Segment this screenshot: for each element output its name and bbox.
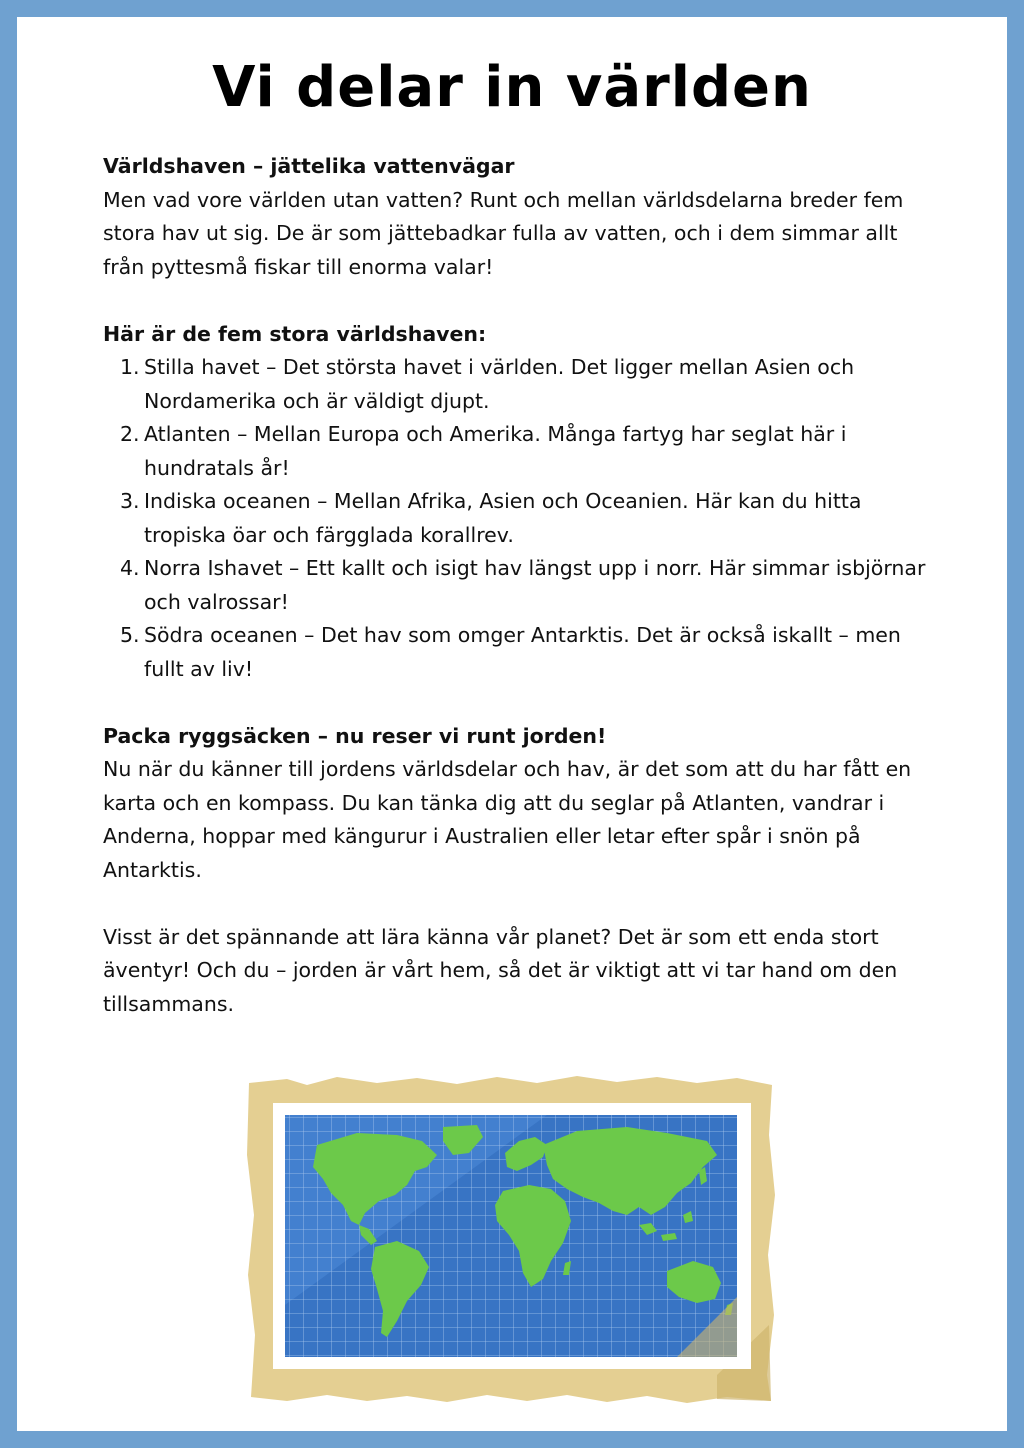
oceans-list-heading: Här är de fem stora världshaven: <box>103 321 487 346</box>
closing-paragraph: Visst är det spännande att lära känna vår planet? Det är som ett enda stort äventyr! Och du – jorden är vårt hem, så det är viktigt att vi tar hand om den tillsammans. <box>103 924 898 1016</box>
worksheet-page <box>17 17 1007 1431</box>
list-item: Stilla havet – Det största havet i världen. Det ligger mellan Asien och Nordamerika och är väldigt djupt. <box>144 355 855 413</box>
page-title: Vi delar in världen <box>212 55 812 120</box>
oceans-heading: Världshaven – jättelika vattenvägar <box>103 154 515 178</box>
oceans-paragraph: Men vad vore världen utan vatten? Runt och mellan världsdelarna breder fem stora hav ut sig. De är som jättebadkar fulla av vatten, och i dem simmar allt från pyttesmå fiskar till enorma valar! <box>103 187 904 279</box>
world-map-icon <box>247 1075 777 1405</box>
list-item: Södra oceanen – Det hav som omger Antarktis. Det är också iskallt – men fullt av liv! <box>144 623 901 681</box>
travel-paragraph: Nu när du känner till jordens världsdelar och hav, är det som att du har fått en karta och en kompass. Du kan tänka dig att du seglar på Atlanten, vandrar i Anderna, hoppar med kängurur i Australien eller letar efter spår i snön på Antarktis. <box>103 757 912 882</box>
content-body <box>103 150 933 1021</box>
oceans-list <box>103 351 933 686</box>
list-item: Norra Ishavet – Ett kallt och isigt hav längst upp i norr. Här simmar isbjörnar och valrossar! <box>144 556 926 614</box>
list-item: Indiska oceanen – Mellan Afrika, Asien och Oceanien. Här kan du hitta tropiska öar och färgglada korallrev. <box>144 489 862 547</box>
travel-heading: Packa ryggsäcken – nu reser vi runt jorden! <box>103 723 607 748</box>
list-item: Atlanten – Mellan Europa och Amerika. Många fartyg har seglat här i hundratals år! <box>144 422 847 480</box>
